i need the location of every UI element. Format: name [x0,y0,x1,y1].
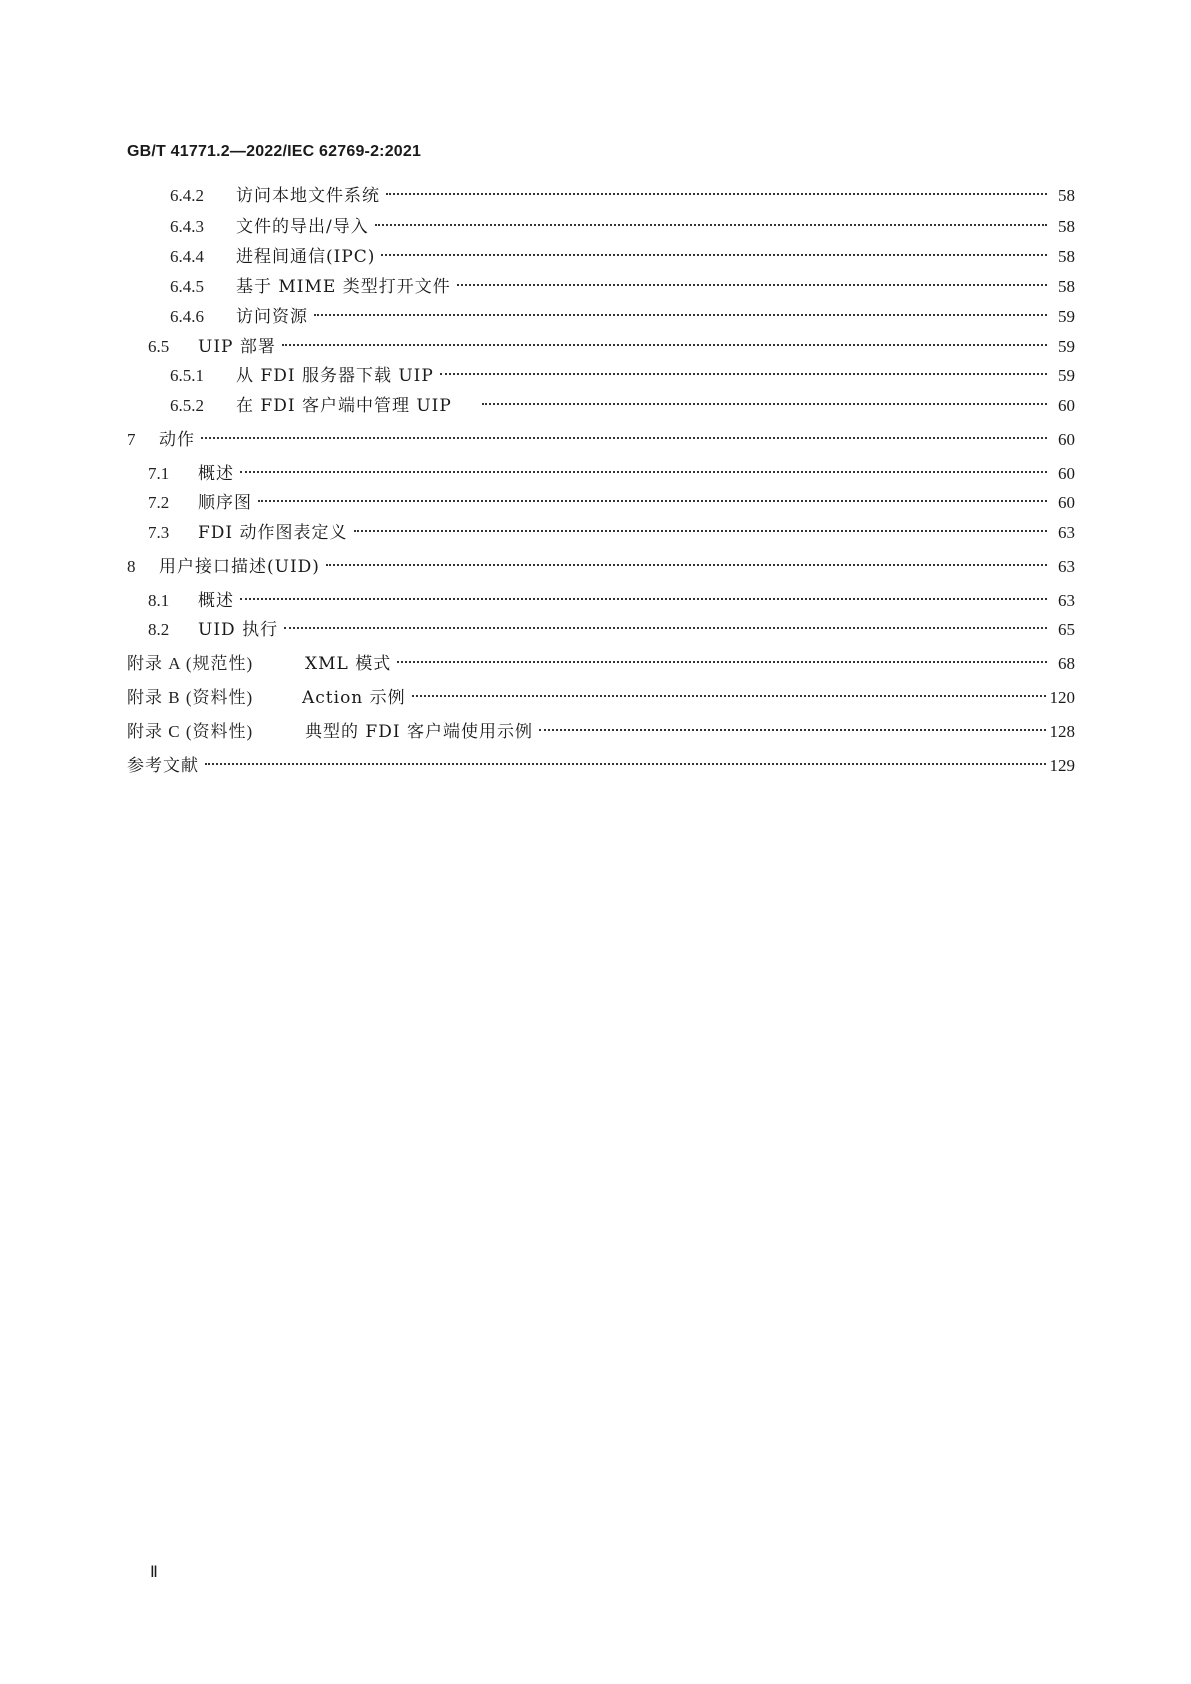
toc-entry-title: 在 FDI 客户端中管理 UIP [236,396,452,416]
toc-entry-title: 文件的导出/导入 [236,217,369,237]
toc-entry-number: 8.2 [148,620,170,639]
toc-entry-title: UIP 部署 [198,337,276,357]
toc-entry-page: 60 [1058,396,1075,415]
toc-entry-number: 6.4.6 [170,307,204,326]
toc-entry-number: 6.5.2 [170,396,204,415]
toc-entry[interactable] [148,617,1075,643]
toc-entry-title: 用户接口描述(UID) [159,557,320,577]
toc-entry-title: Action 示例 [302,688,406,708]
toc-entry-page: 65 [1058,620,1075,639]
toc-entry-page: 58 [1058,217,1075,236]
toc-leader-dots [201,437,1047,439]
toc-entry-title: 概述 [198,591,234,611]
toc-appendix-label: 附录 A (规范性) [127,654,254,673]
toc-entry-number: 7.3 [148,523,170,542]
toc-entry[interactable] [127,753,1075,779]
toc-entry[interactable] [127,554,1075,580]
toc-appendix-label: 附录 C (资料性) [127,722,254,741]
toc-entry-title: 参考文献 [127,756,199,776]
toc-entry-page: 58 [1058,247,1075,266]
toc-entry-page: 129 [1049,756,1075,775]
toc-entry-title: 访问资源 [236,307,308,327]
toc-entry-page: 120 [1049,688,1075,707]
toc-entry-number: 6.4.5 [170,277,204,296]
toc-entry[interactable] [148,461,1075,487]
toc-entry-title: 顺序图 [198,493,252,513]
toc-entry-number: 6.4.2 [170,186,204,205]
toc-appendix-entry[interactable] [127,719,1075,745]
toc-entry-page: 60 [1058,464,1075,483]
toc-leader-dots [381,254,1047,256]
toc-leader-dots [326,564,1047,566]
toc-entry-number: 6.4.3 [170,217,204,236]
toc-appendix-entry[interactable] [127,651,1075,677]
toc-entry-page: 68 [1058,654,1075,673]
toc-appendix-entry[interactable] [127,685,1075,711]
toc-entry-number: 7 [127,430,136,449]
toc-entry-title: 访问本地文件系统 [236,186,380,206]
toc-entry-page: 128 [1049,722,1075,741]
toc-entry-page: 60 [1058,430,1075,449]
toc-entry-title: 从 FDI 服务器下载 UIP [236,366,434,386]
standard-code-header: GB/T 41771.2—2022/IEC 62769-2:2021 [127,143,422,160]
toc-entry-number: 8 [127,557,136,576]
toc-entry-title: FDI 动作图表定义 [198,523,348,543]
toc-entry[interactable] [170,393,1075,419]
toc-leader-dots [397,661,1047,663]
toc-entry-number: 6.5 [148,337,170,356]
toc-leader-dots [482,403,1047,405]
toc-leader-dots [205,763,1046,765]
toc-leader-dots [314,314,1047,316]
toc-entry-page: 59 [1058,366,1075,385]
toc-entry-title: UID 执行 [198,620,279,640]
toc-leader-dots [375,224,1047,226]
toc-entry-number: 7.1 [148,464,170,483]
toc-entry[interactable] [170,304,1075,330]
toc-entry-number: 7.2 [148,493,170,512]
toc-leader-dots [539,729,1046,731]
toc-leader-dots [457,284,1047,286]
toc-entry-title: XML 模式 [305,654,392,674]
toc-entry-page: 60 [1058,493,1075,512]
toc-entry[interactable] [170,244,1075,270]
toc-entry-title: 基于 MIME 类型打开文件 [236,277,451,297]
toc-leader-dots [284,627,1047,629]
toc-entry[interactable] [170,274,1075,300]
page-number-footer: Ⅱ [150,1564,158,1581]
toc-entry-title: 概述 [198,464,234,484]
toc-entry[interactable] [148,334,1075,360]
toc-entry[interactable] [148,588,1075,614]
toc-leader-dots [282,344,1047,346]
toc-leader-dots [258,500,1047,502]
toc-entry[interactable] [148,520,1075,546]
toc-leader-dots [354,530,1047,532]
toc-entry-page: 63 [1058,591,1075,610]
toc-leader-dots [240,471,1047,473]
toc-leader-dots [440,373,1047,375]
toc-entry-number: 6.4.4 [170,247,204,266]
toc-leader-dots [412,695,1046,697]
toc-entry[interactable] [148,490,1075,516]
toc-entry-number: 8.1 [148,591,170,610]
toc-entry[interactable] [127,427,1075,453]
toc-entry-title: 典型的 FDI 客户端使用示例 [305,722,533,742]
toc-entry-page: 63 [1058,523,1075,542]
toc-entry-title: 动作 [159,430,195,450]
toc-entry[interactable] [170,183,1075,209]
toc-entry[interactable] [170,363,1075,389]
toc-leader-dots [240,598,1047,600]
toc-entry-title: 进程间通信(IPC) [236,247,376,267]
toc-entry-page: 58 [1058,277,1075,296]
toc-entry-number: 6.5.1 [170,366,204,385]
toc-entry[interactable] [170,214,1075,240]
toc-leader-dots [386,193,1047,195]
toc-entry-page: 63 [1058,557,1075,576]
toc-entry-page: 58 [1058,186,1075,205]
toc-entry-page: 59 [1058,307,1075,326]
toc-appendix-label: 附录 B (资料性) [127,688,254,707]
toc-entry-page: 59 [1058,337,1075,356]
